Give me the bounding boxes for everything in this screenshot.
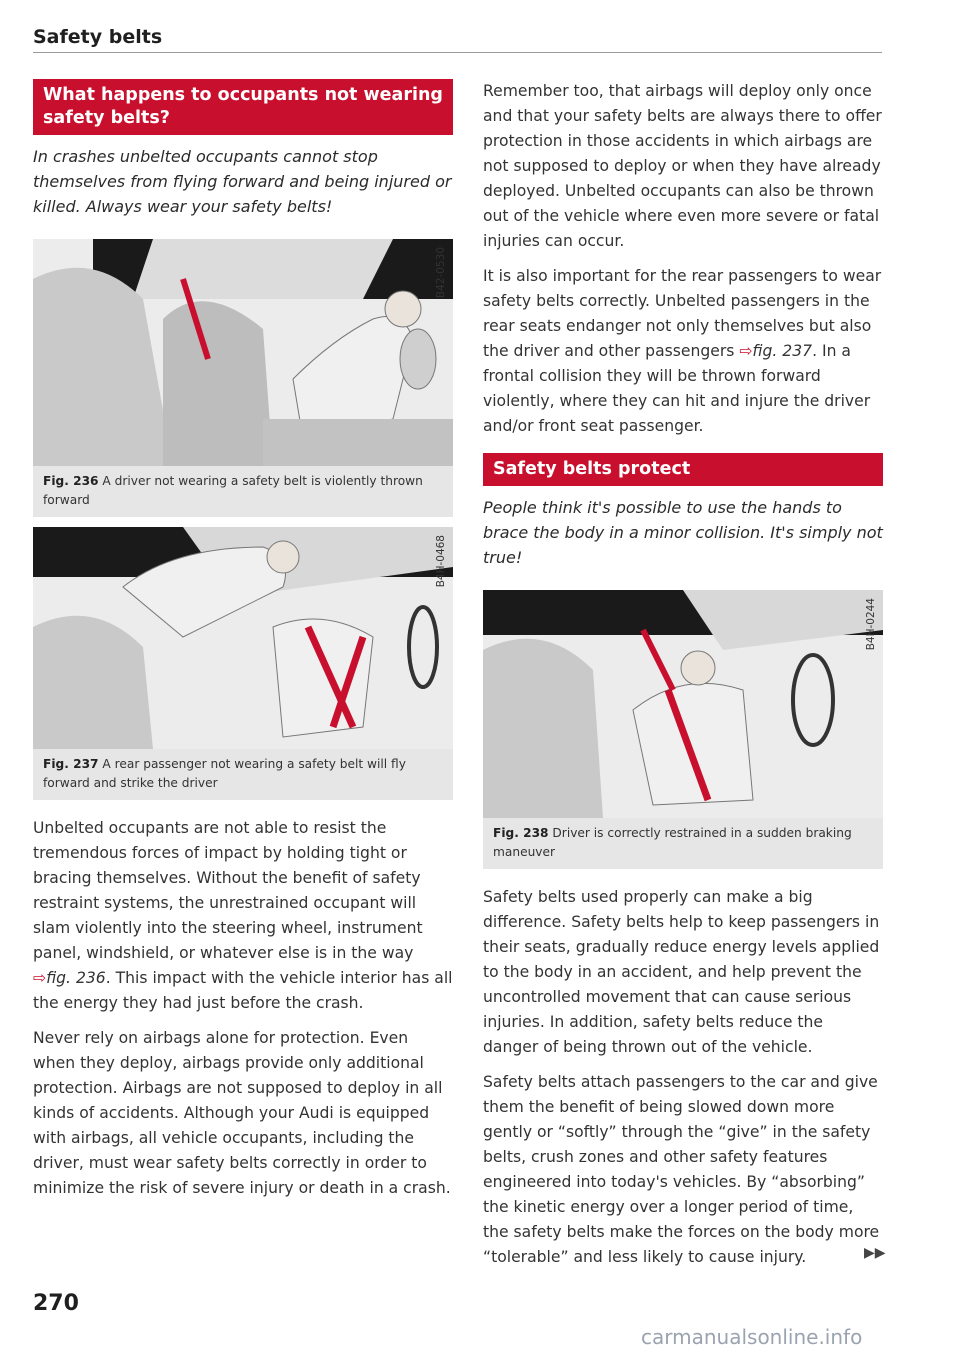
- figure-237-caption-text: A rear passenger not wearing a safety belt will fly forward and strike the driver: [43, 757, 406, 790]
- paragraph-airbags-once: Remember too, that airbags will deploy only once and that your safety belts are always there to offer protection in those accidents in which airbags are not supposed to deploy or when they have already deployed. Unbelted occupants can also be thrown out of the vehicle where even more severe or fatal injuries can occur.: [483, 82, 882, 250]
- paragraph-rear-passengers: [483, 264, 883, 439]
- cross-reference-arrow-icon: ⇨: [33, 969, 47, 987]
- figure-238-caption-text: Driver is correctly restrained in a sudden braking maneuver: [493, 826, 852, 859]
- paragraph-airbags-alone: Never rely on airbags alone for protection. Even when they deploy, airbags provide only additional protection. Airbags are not supposed to deploy in all kinds of accidents. Although your Audi is equipped with airbags, all vehicle occupants, including the driver, must wear safety belts correctly in order to minimize the risk of severe injury or death in a crash.: [33, 1029, 451, 1197]
- page-header-title: Safety belts: [33, 26, 163, 48]
- watermark: carmanualsonline.info: [641, 1325, 863, 1349]
- paragraph-belts-difference: Safety belts used properly can make a big difference. Safety belts help to keep passengers in their seats, gradually reduce energy levels applied to the body in an accident, and help prevent the uncontrolled movement that can cause serious injuries. In addition, safety belts reduce the danger of being thrown out of the vehicle.: [483, 888, 880, 1056]
- figure-238: [483, 590, 883, 869]
- paragraph-text: It is also important for the rear passengers to wear safety belts correctly. Unbelted passengers in the rear seats endanger not only themselves but also the driver and other passengers: [483, 267, 882, 360]
- figure-236-label: Fig. 236: [43, 474, 99, 488]
- cross-reference-arrow-icon: ⇨: [739, 342, 753, 360]
- section-heading-unbelted: What happens to occupants not wearing safety belts?: [33, 79, 453, 135]
- figure-237-image: [33, 527, 453, 749]
- section-heading-protect: Safety belts protect: [483, 453, 883, 486]
- left-column: [33, 79, 453, 1211]
- figure-236-caption-text: A driver not wearing a safety belt is violently thrown forward: [43, 474, 423, 507]
- intro-protect: People think it's possible to use the hands to brace the body in a minor collision. It's simply not true!: [483, 498, 883, 567]
- figure-236-code: B42-0530: [435, 247, 447, 299]
- continue-arrow-icon: ▶▶: [864, 1245, 886, 1261]
- figure-238-image: [483, 590, 883, 818]
- intro-unbelted: In crashes unbelted occupants cannot stop themselves from flying forward and being injured or killed. Always wear your safety belts!: [33, 147, 452, 216]
- right-column: [483, 79, 883, 1280]
- figure-237-caption: [33, 749, 453, 800]
- driver-correctly-restrained-illustration: [483, 590, 883, 818]
- figure-238-caption: [483, 818, 883, 869]
- paragraph-text: . In a frontal collision they will be thrown forward violently, where they can hit and injure the driver and/or front seat passenger.: [483, 342, 871, 435]
- rear-passenger-strikes-driver-illustration: [33, 527, 453, 749]
- figure-237: [33, 527, 453, 800]
- page-number: 270: [33, 1291, 79, 1316]
- header-divider: [33, 52, 882, 53]
- figure-238-code: B4H-0244: [865, 598, 877, 651]
- figure-236-caption: [33, 466, 453, 517]
- figure-236-image: [33, 239, 453, 466]
- figure-237-code: B4H-0468: [435, 535, 447, 588]
- cross-reference-fig-236[interactable]: fig. 236: [46, 969, 106, 987]
- figure-237-label: Fig. 237: [43, 757, 99, 771]
- paragraph-text: Unbelted occupants are not able to resist the tremendous forces of impact by holding tight or bracing themselves. Without the benefit of safety restraint systems, the unrestrained occupant will slam violently into the steering wheel, instrument panel, windshield, or whatever else is in the way: [33, 819, 423, 962]
- driver-thrown-forward-illustration: [33, 239, 453, 466]
- paragraph-text: . This impact with the vehicle interior has all the energy they had just before the crash.: [33, 969, 453, 1012]
- figure-236: [33, 239, 453, 517]
- figure-238-label: Fig. 238: [493, 826, 549, 840]
- paragraph-unbelted-forces: [33, 816, 453, 1016]
- cross-reference-fig-237[interactable]: fig. 237: [752, 342, 813, 360]
- paragraph-belts-attach: Safety belts attach passengers to the car and give them the benefit of being slowed down more gently or “softly” through the “give” in the safety belts, crush zones and other safety features engineered into today's vehicles. By “absorbing” the kinetic energy over a longer period of time, the safety belts make the forces on the body more “tolerable” and less likely to cause injury.: [483, 1073, 880, 1266]
